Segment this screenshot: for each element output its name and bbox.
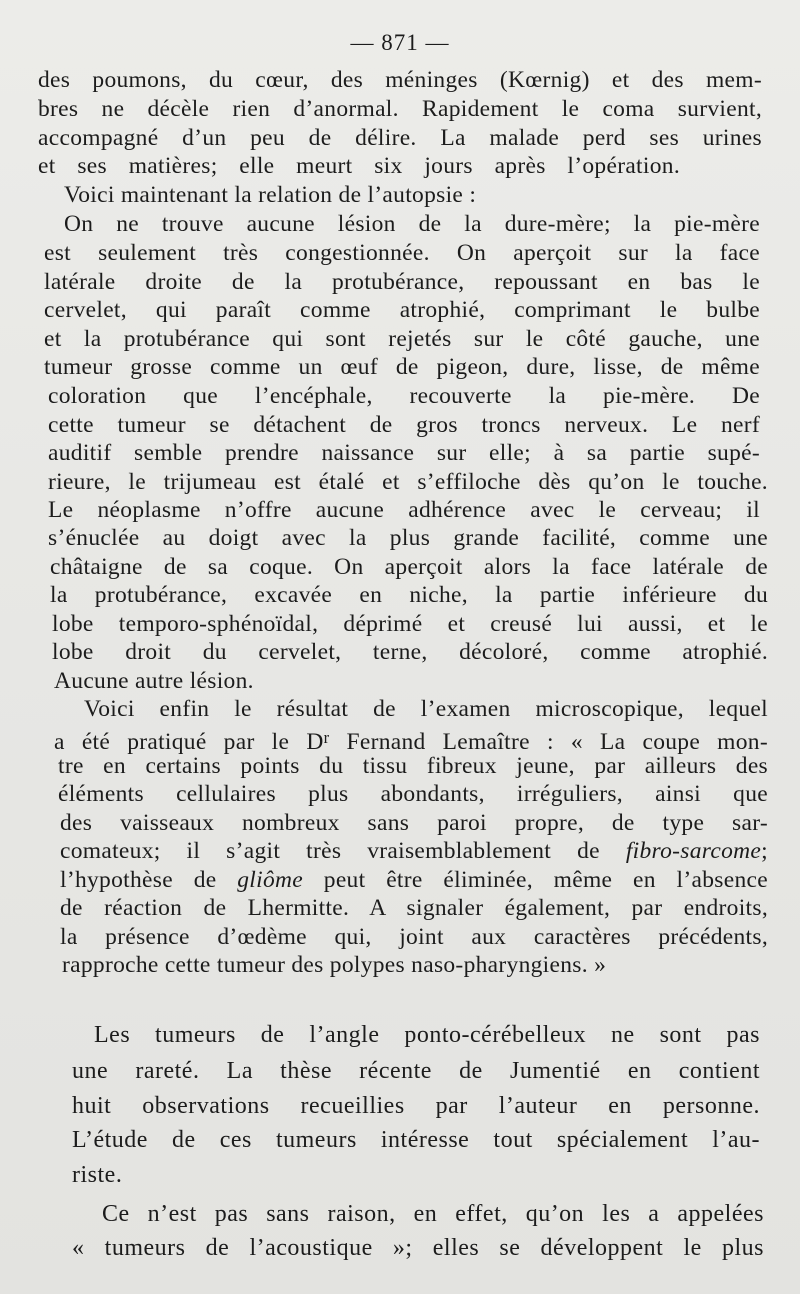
text-run: Voici maintenant la relation de l’autopsie : bbox=[64, 182, 477, 208]
text-run: accompagné d’un peu de délire. La malade perd ses urines bbox=[38, 125, 762, 151]
text-line bbox=[60, 894, 768, 922]
text-line bbox=[50, 581, 768, 609]
text-run: des poumons, du cœur, des méninges (Kœrnig) et des mem- bbox=[38, 67, 762, 93]
text-line bbox=[44, 239, 760, 267]
text-line bbox=[94, 1021, 760, 1049]
text-line bbox=[52, 610, 768, 638]
text-run: Le néoplasme n’offre aucune adhérence avec le cerveau; il bbox=[48, 497, 760, 523]
text-line bbox=[48, 382, 760, 410]
text-run: l’hypothèse de bbox=[60, 867, 238, 893]
text-run: la présence d’œdème qui, joint aux caractères précédents, bbox=[60, 924, 768, 950]
text-run: éléments cellulaires plus abondants, irréguliers, ainsi que bbox=[58, 781, 768, 807]
text-line bbox=[48, 439, 760, 467]
text-run: cervelet, qui paraît comme atrophié, comprimant le bulbe bbox=[44, 297, 760, 323]
text-line bbox=[44, 353, 760, 381]
text-line bbox=[60, 809, 768, 837]
text-line bbox=[50, 553, 768, 581]
text-line bbox=[60, 923, 768, 951]
text-run: Ce n’est pas sans raison, en effet, qu’on les a appelées bbox=[102, 1201, 764, 1227]
text-run: « tumeurs de l’acoustique »; elles se développent le plus bbox=[72, 1235, 764, 1261]
text-line bbox=[38, 95, 762, 123]
text-run: tre en certains points du tissu fibreux jeune, par ailleurs des bbox=[58, 753, 768, 779]
text-run: On ne trouve aucune lésion de la dure-mère; la pie-mère bbox=[64, 211, 760, 237]
text-run: lobe droit du cervelet, terne, décoloré, comme atrophié. bbox=[52, 639, 768, 665]
text-line bbox=[102, 1200, 764, 1228]
text-run: une rareté. La thèse récente de Jumentié en contient bbox=[72, 1058, 760, 1084]
text-run: est seulement très congestionnée. On aperçoit sur la face bbox=[44, 240, 760, 266]
text-line bbox=[54, 667, 254, 695]
text-line bbox=[48, 496, 760, 524]
text-line bbox=[64, 181, 476, 209]
text-line bbox=[64, 210, 760, 238]
text-line bbox=[52, 638, 768, 666]
text-line bbox=[48, 411, 760, 439]
text-run: châtaigne de sa coque. On aperçoit alors la face latérale de bbox=[50, 554, 768, 580]
text-line bbox=[54, 724, 768, 756]
text-line bbox=[72, 1057, 760, 1085]
text-run: riste. bbox=[72, 1162, 123, 1188]
text-line bbox=[38, 152, 680, 180]
text-run: auditif semble prendre naissance sur elle; à sa partie supé- bbox=[48, 440, 760, 466]
text-run: latérale droite de la protubérance, repoussant en bas le bbox=[44, 269, 760, 295]
text-line bbox=[72, 1234, 764, 1262]
text-line bbox=[58, 752, 768, 780]
text-run: la protubérance, excavée en niche, la partie inférieure du bbox=[50, 582, 768, 608]
italic-term: fibro-sarcome bbox=[625, 838, 762, 864]
text-run: des vaisseaux nombreux sans paroi propre, de type sar- bbox=[60, 810, 768, 836]
text-line bbox=[44, 325, 760, 353]
text-line bbox=[62, 951, 606, 979]
text-run: huit observations recueillies par l’auteur en personne. bbox=[72, 1093, 760, 1119]
text-run: Voici enfin le résultat de l’examen microscopique, lequel bbox=[84, 696, 768, 722]
text-run: Fernand Lemaître : « La coupe mon- bbox=[329, 728, 768, 755]
text-line bbox=[60, 837, 768, 865]
text-line bbox=[72, 1126, 760, 1154]
text-line bbox=[60, 866, 768, 894]
text-line bbox=[38, 66, 762, 94]
text-line bbox=[48, 524, 768, 552]
text-line bbox=[44, 296, 760, 324]
text-run: comateux; il s’agit très vraisemblablement de bbox=[60, 838, 626, 864]
text-line bbox=[44, 268, 760, 296]
text-run: peut être éliminée, même en l’absence bbox=[303, 867, 768, 893]
text-run: rapproche cette tumeur des polypes naso-pharyngiens. » bbox=[62, 952, 607, 978]
text-line bbox=[38, 124, 762, 152]
text-run: tumeur grosse comme un œuf de pigeon, dure, lisse, de même bbox=[44, 354, 760, 380]
text-run: et ses matières; elle meurt six jours après l’opération. bbox=[38, 153, 680, 179]
italic-term: gliôme bbox=[237, 867, 304, 893]
text-run: L’étude de ces tumeurs intéresse tout spécialement l’au- bbox=[72, 1127, 760, 1153]
text-run: bres ne décèle rien d’anormal. Rapidement le coma survient, bbox=[38, 96, 762, 122]
text-run: coloration que l’encéphale, recouverte la pie-mère. De bbox=[48, 383, 760, 409]
text-run: a été pratiqué par le D bbox=[54, 728, 324, 755]
text-run: Les tumeurs de l’angle ponto-cérébelleux ne sont pas bbox=[94, 1022, 760, 1048]
text-run: de réaction de Lhermitte. A signaler également, par endroits, bbox=[60, 895, 768, 921]
text-line bbox=[84, 695, 768, 723]
text-run: et la protubérance qui sont rejetés sur le côté gauche, une bbox=[44, 326, 760, 352]
text-run: ; bbox=[761, 838, 768, 864]
page-number: — 871 — bbox=[350, 30, 450, 55]
text-line bbox=[72, 1161, 122, 1189]
text-line bbox=[58, 780, 768, 808]
text-line bbox=[48, 468, 768, 496]
text-run: lobe temporo-sphénoïdal, déprimé et creusé lui aussi, et le bbox=[52, 611, 768, 637]
superscript: r bbox=[323, 728, 330, 747]
text-run: s’énuclée au doigt avec la plus grande facilité, comme une bbox=[48, 525, 768, 551]
text-line bbox=[72, 1092, 760, 1120]
text-run: rieure, le trijumeau est étalé et s’effiloche dès qu’on le touche. bbox=[48, 469, 768, 495]
text-run: cette tumeur se détachent de gros troncs nerveux. Le nerf bbox=[48, 412, 760, 438]
text-run: Aucune autre lésion. bbox=[54, 668, 254, 694]
